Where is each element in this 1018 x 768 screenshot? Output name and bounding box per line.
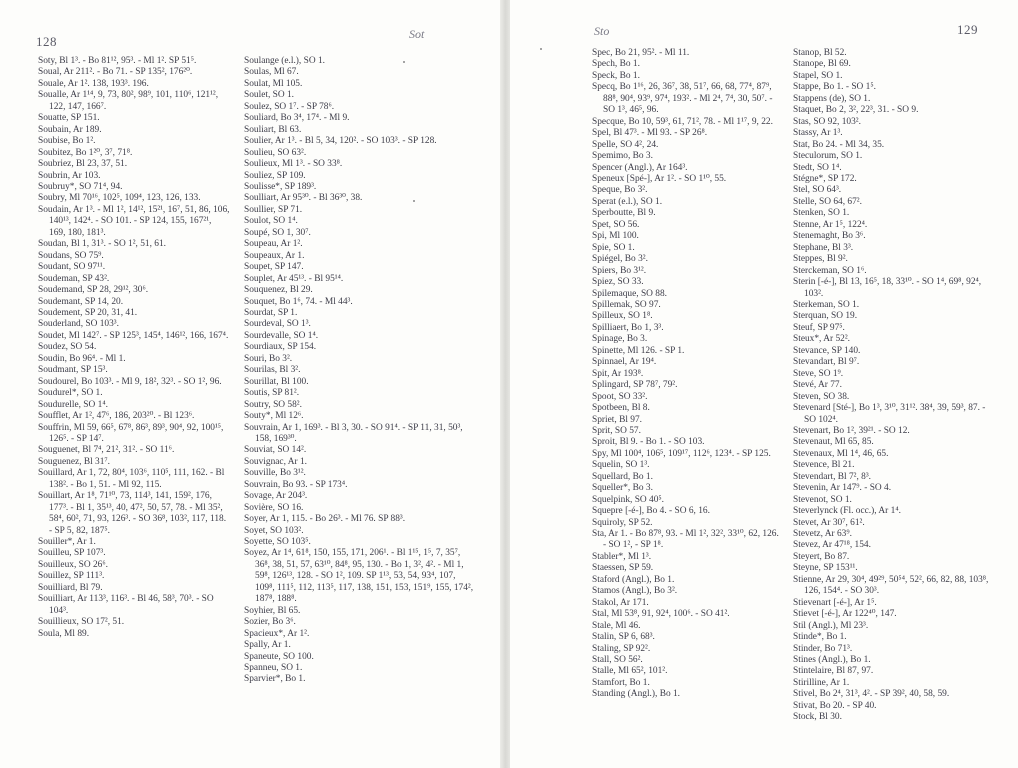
index-entry: Soulange (e.l.), SO 1. (244, 56, 325, 66)
index-entry: Soudant, SO 97¹¹. (38, 262, 106, 273)
index-entry: Souffrin, Ml 59, 66⁵, 67⁸, 86³, 89³, 90⁴, 92, 100¹⁵, 126⁵. - SP 14⁷. (38, 422, 224, 444)
index-column-3 (592, 48, 782, 701)
index-entry: Stil (Angl.), Ml 23³. (793, 620, 869, 631)
index-entry: Soubry, Ml 70¹⁶, 102⁵, 109⁴, 123, 126, 133. (38, 193, 201, 204)
index-entry: Stephane, Bl 3³. (793, 242, 854, 253)
index-entry: Stivel, Bo 2⁴, 31³, 4². - SP 39², 40, 58, 59. (793, 689, 950, 700)
index-entry: Soyhier, Bl 65. (244, 605, 301, 616)
index-entry: Spally, Ar 1. (244, 640, 291, 651)
index-entry: Spacieux*, Ar 1². (244, 628, 310, 639)
index-entry: Soyez, Ar 1⁴, 61⁸, 150, 155, 171, 206¹. - Bl 1¹⁵, 1⁵, 7, 35⁷, 36⁸, 38, 51, 57, 63¹⁰, 84⁸, 95, 130. - Bo 1, 3², 4². - Ml 1, 59⁸, 126¹³, 128. - SO 1², 109. SP 1¹³, 53, 54, 93⁴, 107, 109⁸, 111⁵, 112, 113⁵, 117, 138, 151, 153, 151⁹, 155, 174², 187⁸, 188⁸. (244, 548, 474, 605)
index-entry: Soulliart, Ar 95³⁰. - Bl 36³⁰, 38. (244, 193, 363, 204)
index-entry: Stevenart, Bo 1², 39²¹. - SO 12. (793, 425, 910, 436)
index-entry: Stevé, Ar 77. (793, 380, 842, 391)
index-entry: Soutis, SP 81². (244, 388, 300, 399)
index-entry: Soubruy*, SO 71⁴, 94. (38, 181, 123, 192)
index-entry: Souillez, SP 111³. (38, 571, 105, 582)
index-entry: Stanop, Bl 52. (793, 48, 847, 58)
index-entry: Sproit, Bl 9. - Bo 1. - SO 103. (592, 437, 705, 448)
index-entry: Staquet, Bo 2, 3², 22³, 31. - SO 9. (793, 105, 919, 116)
running-head-right: Sto (594, 24, 610, 38)
index-entry: Stevenaux, Ml 1⁴, 46, 65. (793, 448, 889, 459)
index-entry: Steculorum, SO 1. (793, 151, 863, 162)
index-entry: Speneux [Spé-], Ar 1². - SO 1¹⁰, 55. (592, 173, 727, 184)
index-entry: Soudeman, SP 43². (38, 273, 110, 284)
speck (413, 200, 415, 202)
index-entry: Soudan, Bl 1, 31³. - SO 1², 51, 61. (38, 239, 167, 250)
index-entry: Stivat, Bo 20. - SP 40. (793, 700, 877, 711)
index-entry: Souville, Bo 3¹². (244, 468, 306, 479)
index-entry: Steuf, SP 97⁵. (793, 322, 845, 333)
index-entry: Steven, SO 38. (793, 391, 850, 402)
index-entry: Souilleu, SP 107³. (38, 548, 106, 559)
index-entry: Spinnael, Ar 19⁴. (592, 357, 657, 368)
index-entry: Soyet, SO 103². (244, 525, 304, 536)
index-entry: Souvignac, Ar 1. (244, 456, 308, 467)
index-entry: Stale, Ml 46. (592, 620, 641, 631)
index-entry: Soudez, SO 54. (38, 342, 97, 353)
index-entry: Stel, SO 64³. (793, 185, 842, 196)
index-entry: Specque, Bo 10, 59³, 61, 71², 78. - Ml 1¹⁷, 9, 22. (592, 116, 773, 127)
index-entry: Souatte, SP 151. (38, 113, 100, 124)
index-entry: Soubitez, Bo 1²⁰, 3⁷, 71⁸. (38, 147, 133, 158)
index-entry: Stevance, SP 140. (793, 345, 861, 356)
index-entry: Speque, Bo 3². (592, 185, 648, 196)
index-entry: Spy, Ml 100⁴, 106⁵, 109¹⁷, 112⁶, 123⁴. - SP 125. (592, 448, 771, 459)
running-head-left: Sot (409, 27, 425, 41)
index-entry: Soulas, Ml 67. (244, 67, 299, 78)
index-entry: Stappens (de), SO 1. (793, 93, 871, 104)
index-entry: Sprit, SO 57. (592, 425, 641, 436)
index-entry: Spech, Bo 1. (592, 59, 640, 70)
index-entry: Standing (Angl.), Bo 1. (592, 689, 681, 700)
index-column-4 (793, 48, 993, 724)
index-entry: Soupet, SP 147. (244, 262, 304, 273)
speck (403, 61, 405, 63)
index-entry: Squelin, SO 1³. (592, 460, 650, 471)
index-entry: Soula, Ml 89. (38, 628, 90, 639)
index-entry: Stevenaut, Ml 65, 85. (793, 437, 874, 448)
index-column-1 (38, 56, 230, 640)
index-entry: Soudmant, SP 15³. (38, 365, 108, 376)
index-entry: Stakol, Ar 171. (592, 597, 649, 608)
index-entry: Stamos (Angl.), Bo 3². (592, 586, 678, 597)
index-entry: Soudin, Bo 96⁴. - Ml 1. (38, 353, 126, 364)
index-entry: Spillemak, SO 97. (592, 299, 661, 310)
index-entry: Squepre [-é-], Bo 4. - SO 6, 16. (592, 506, 710, 517)
index-entry: Souliard, Bo 3⁴, 17⁴. - Ml 9. (244, 113, 350, 124)
index-entry: Squeller*, Bo 3. (592, 483, 653, 494)
index-entry: Soudurelle, SO 1⁴. (38, 399, 108, 410)
index-entry: Steve, SO 1⁹. (793, 368, 844, 379)
index-entry: Specq, Bo 1¹⁶, 26, 36⁷, 38, 51⁷, 66, 68, 77⁴, 87⁹, 88⁸, 90⁴, 93⁹, 97⁴, 193². - Ml 2⁴, 7⁴, 30, 50⁷. - SO 1³, 46⁵, 96. (592, 82, 773, 116)
index-entry: Souviat, SO 14². (244, 445, 307, 456)
index-entry: Steverlynck (Fl. occ.), Ar 1⁴. (793, 506, 901, 517)
index-entry: Spit, Ar 193⁸. (592, 368, 644, 379)
index-entry: Stines (Angl.), Bo 1. (793, 655, 871, 666)
page-number-left: 128 (36, 34, 57, 49)
index-entry: Sourdat, SP 1. (244, 307, 298, 318)
index-entry: Soubain, Ar 189. (38, 124, 102, 135)
index-entry: Staling, SP 92². (592, 643, 651, 654)
index-entry: Soudement, SP 20, 31, 41. (38, 307, 138, 318)
index-entry: Stabler*, Ml 1³. (592, 551, 652, 562)
index-entry: Stinde*, Bo 1. (793, 632, 847, 643)
index-entry: Spoot, SO 33². (592, 391, 648, 402)
index-entry: Sourdevalle, SO 1⁴. (244, 330, 319, 341)
index-entry: Souguenez, Bl 31⁷. (38, 456, 111, 467)
index-entry: Stienne, Ar 29, 30⁴, 49²⁹, 50⁵⁴, 52², 66, 82, 88, 103⁸, 126, 154⁴. - SO 30³. (793, 574, 989, 597)
index-entry: Souty*, Ml 12⁶. (244, 411, 304, 422)
index-entry: Sourilas, Bl 3². (244, 365, 301, 376)
index-entry: Squelpink, SO 40⁵. (592, 494, 665, 505)
index-entry: Spet, SO 56. (592, 219, 640, 230)
index-entry: Soulieux, Ml 1³. - SO 33⁸. (244, 159, 343, 170)
index-entry: Stinder, Bo 71³. (793, 643, 853, 654)
index-entry: Sourdeval, SO 1³. (244, 319, 311, 330)
index-entry: Soyette, SO 103⁵. (244, 537, 311, 548)
index-entry: Souquenez, Bl 29. (244, 285, 313, 296)
index-entry: Soty, Bl 1³. - Bo 81¹², 95³. - Ml 1². SP 51⁵. (38, 56, 197, 66)
index-entry: Spelle, SO 4², 24. (592, 139, 659, 150)
index-entry: Stanope, Bl 69. (793, 59, 851, 70)
index-entry: Souilliard, Bl 79. (38, 582, 103, 593)
index-entry: Souvrain, Bo 93. - SP 173⁴. (244, 479, 348, 490)
index-entry: Sovière, SO 16. (244, 502, 304, 513)
index-entry: Stirilline, Ar 1. (793, 677, 850, 688)
index-entry: Sterckeman, SO 1⁶. (793, 265, 867, 276)
index-entry: Soutry, SO 58². (244, 399, 302, 410)
index-entry: Stevenard [Sté-], Bo 1³, 3¹⁰, 31¹². 38⁴, 39, 59³, 87. - SO 102⁴. (793, 403, 986, 425)
index-entry: Soulieu, SO 63². (244, 147, 307, 158)
index-entry: Squellard, Bo 1. (592, 471, 653, 482)
index-entry: Soulier, Ar 1³. - Bl 5, 34, 120². - SO 103³. - SP 128. (244, 136, 437, 147)
index-entry: Stégne*, SP 172. (793, 173, 857, 184)
index-entry: Spriet, Bl 97. (592, 414, 643, 425)
index-entry: Souderland, SO 103³. (38, 319, 119, 330)
index-entry: Spiers, Bo 3¹². (592, 265, 647, 276)
index-entry: Stat, Bo 24. - Ml 34, 35. (793, 139, 885, 150)
index-entry: Soudet, Ml 142⁷. - SP 125³, 145⁴, 146¹², 166, 167⁴. (38, 330, 229, 341)
index-entry: Speck, Bo 1. (592, 70, 640, 81)
index-entry: Spec, Bo 21, 95². - Ml 11. (592, 48, 690, 58)
index-entry: Sourillat, Bl 100. (244, 376, 309, 387)
index-entry: Soulot, SO 1⁴. (244, 216, 298, 227)
index-entry: Stievet [-é-], Ar 122⁴⁰, 147. (793, 609, 897, 620)
index-entry: Soupeau, Ar 1². (244, 239, 303, 250)
index-entry: Stelle, SO 64, 67². (793, 196, 862, 207)
index-entry: Spiez, SO 33. (592, 277, 644, 288)
index-entry: Sta, Ar 1. - Bo 87⁸, 93. - Ml 1², 32², 33¹⁰, 62, 126. - SO 1², - SP 1⁸. (592, 529, 779, 551)
index-entry: Spilliaert, Bo 1, 3³. (592, 322, 664, 333)
index-entry: Staessen, SP 59. (592, 563, 654, 574)
index-entry: Souguenet, Bl 7⁴, 21², 31². - SO 11⁶. (38, 445, 175, 456)
index-entry: Souale, Ar 1². 138, 193³. 196. (38, 78, 149, 89)
index-entry: Souri, Bo 3². (244, 353, 293, 364)
index-entry: Soudans, SO 75⁹. (38, 250, 104, 261)
index-entry: Stevenin, Ar 147⁹. - SO 4. (793, 483, 892, 494)
index-entry: Spi, Ml 100. (592, 231, 639, 242)
index-entry: Souvrain, Ar 1, 169³. - Bl 3, 30. - SO 91⁴. - SP 11, 31, 50³, 158, 169³⁰. (244, 422, 463, 444)
index-entry: Souillart, Ar 1⁸, 71¹⁰, 73, 114³, 141, 159², 176, 177³. - Bl 1, 35¹³, 40, 47², 50, 57, 78. - Ml 35², 58⁴, 60², 71, 93, 126³. - SO 36⁸, 103², 117, 118. - SP 5, 82, 187⁵. (38, 491, 227, 536)
index-entry: Sterquan, SO 19. (793, 311, 858, 322)
index-entry: Soulat, Ml 105. (244, 78, 303, 89)
index-entry: Spotbeen, Bl 8. (592, 403, 650, 414)
index-entry: Stamfort, Bo 1. (592, 677, 650, 688)
index-entry: Spie, SO 1. (592, 242, 635, 253)
index-entry: Stall, SO 56². (592, 655, 643, 666)
index-entry: Soual, Ar 211². - Bo 71. - SP 135², 176²⁰. (38, 67, 193, 78)
index-entry: Spilemaque, SO 88. (592, 288, 667, 299)
index-entry: Soubriez, Bl 23, 37, 51. (38, 159, 128, 170)
index-entry: Staford (Angl.), Bo 1. (592, 574, 675, 585)
index-entry: Sperboutte, Bl 9. (592, 208, 656, 219)
index-entry: Stapel, SO 1. (793, 70, 843, 81)
index-entry: Spencer (Angl.), Ar 164³. (592, 162, 688, 173)
index-entry: Spiégel, Bo 3². (592, 254, 648, 265)
index-entry: Sozier, Bo 3⁶. (244, 617, 296, 628)
index-entry: Stevenot, SO 1. (793, 494, 852, 505)
index-entry: Sterin [-é-], Bl 13, 16⁵, 18, 33¹⁰. - SO 1⁴, 69⁸, 92⁴, 103². (793, 277, 982, 299)
index-entry: Stintelaire, Bl 87, 97. (793, 666, 874, 677)
index-entry: Stalle, Ml 65², 101². (592, 666, 668, 677)
index-entry: Stassy, Ar 1³. (793, 128, 843, 139)
index-entry: Spilleux, SO 1⁸. (592, 311, 653, 322)
speck (540, 48, 542, 50)
index-entry: Steux*, Ar 52². (793, 334, 850, 345)
index-entry: Steyne, SP 153¹¹. (793, 563, 858, 574)
index-entry: Stappe, Bo 1. - SO 1⁵. (793, 82, 876, 93)
index-entry: Stevetz, Ar 63⁹. (793, 529, 852, 540)
index-entry: Sperat (e.l.), SO 1. (592, 196, 663, 207)
page-number-right: 129 (957, 22, 978, 37)
index-entry: Soulet, SO 1. (244, 90, 295, 101)
index-column-2 (244, 56, 474, 686)
index-entry: Stevandart, Bl 9⁷. (793, 357, 860, 368)
index-entry: Stenemaght, Bo 3⁶. (793, 231, 866, 242)
index-entry: Stedt, SO 1⁴. (793, 162, 842, 173)
index-entry: Stenne, Ar 1⁵, 122⁴. (793, 219, 868, 230)
index-entry: Stievenart [-é-], Ar 1⁵. (793, 597, 877, 608)
index-entry: Souilleux, SO 26⁶. (38, 559, 108, 570)
index-entry: Souilliart, Ar 113³, 116³. - Bl 46, 58³, 70³. - SO 104³. (38, 594, 214, 616)
index-entry: Stenken, SO 1. (793, 208, 850, 219)
index-entry: Soulisse*, SP 189³. (244, 181, 317, 192)
index-entry: Sterkeman, SO 1. (793, 299, 860, 310)
index-entry: Splingard, SP 78⁷, 79². (592, 380, 678, 391)
index-entry: Souiller*, Ar 1. (38, 537, 96, 548)
index-entry: Soubise, Bo 1². (38, 136, 96, 147)
index-entry: Soualle, Ar 1¹⁴, 9, 73, 80², 98⁹, 101, 110⁶, 121¹², 122, 147, 166⁷. (38, 90, 219, 112)
index-entry: Soufflet, Ar 1², 47⁶, 186, 203²⁰. - Bl 123⁶. (38, 411, 195, 422)
index-entry: Stas, SO 92, 103². (793, 116, 861, 127)
index-entry: Soupeaux, Ar 1. (244, 250, 305, 261)
index-entry: Souliart, Bl 63. (244, 124, 302, 135)
index-entry: Soupé, SO 1, 30⁷. (244, 227, 311, 238)
index-entry: Soudemand, SP 28, 29¹², 30⁶. (38, 285, 149, 296)
index-entry: Sovage, Ar 204³. (244, 491, 308, 502)
index-entry: Sparvier*, Bo 1. (244, 674, 306, 685)
index-entry: Spinage, Bo 3. (592, 334, 648, 345)
index-entry: Squiroly, SP 52. (592, 517, 653, 528)
index-entry: Sourdiaux, SP 154. (244, 342, 317, 353)
index-entry: Soullier, SP 71. (244, 204, 303, 215)
index-entry: Souquet, Bo 1⁶, 74. - Ml 44³. (244, 296, 353, 307)
index-entry: Stevet, Ar 30⁷, 61². (793, 517, 865, 528)
index-entry: Spanneu, SO 1. (244, 663, 303, 674)
index-entry: Soudurel*, SO 1. (38, 388, 103, 399)
index-entry: Souillieux, SO 17², 51. (38, 617, 125, 628)
index-entry: Souplet, Ar 45¹³. - Bl 95¹⁴. (244, 273, 344, 284)
index-entry: Soubrin, Ar 103. (38, 170, 101, 181)
index-entry: Soudemant, SP 14, 20. (38, 296, 124, 307)
index-entry: Steyert, Bo 87. (793, 551, 850, 562)
index-entry: Souliez, SP 109. (244, 170, 306, 181)
index-entry: Soulez, SO 1⁷. - SP 78⁶. (244, 101, 335, 112)
index-entry: Stevez, Ar 47¹⁸, 154. (793, 540, 871, 551)
index-entry: Soyer, Ar 1, 115. - Bo 26³. - Ml 76. SP 88³. (244, 514, 406, 525)
index-entry: Spaneute, SO 100. (244, 651, 314, 662)
index-entry: Spel, Bl 47³. - Ml 93. - SP 26⁸. (592, 128, 708, 139)
index-entry: Stevendart, Bl 7², 8³. (793, 471, 872, 482)
index-entry: Soudourel, Bo 103³. - Ml 9, 18², 32³. - SO 1², 96. (38, 376, 222, 387)
index-entry: Steppes, Bl 9². (793, 254, 848, 265)
index-entry: Souillard, Ar 1, 72, 80⁴, 103⁶, 110⁵, 111, 162. - Bl 138². - Bo 1, 51. - Ml 92, 115. (38, 468, 225, 490)
index-entry: Stevence, Bl 21. (793, 460, 855, 471)
index-entry: Stal, Ml 53⁸, 91, 92⁴, 100⁶. - SO 41². (592, 609, 730, 620)
index-entry: Spemimo, Bo 3. (592, 151, 653, 162)
index-entry: Soudain, Ar 1³. - Ml 1², 14¹², 15²¹, 16⁷, 51, 86, 106, 140¹³, 142⁴. - SO 101. - SP 124, 155, 167²¹, 169, 180, 181³. (38, 204, 230, 238)
index-entry: Spinette, Ml 126. - SP 1. (592, 345, 685, 356)
index-entry: Stock, Bl 30. (793, 712, 842, 723)
index-entry: Stalin, SP 6, 68³. (592, 632, 655, 643)
